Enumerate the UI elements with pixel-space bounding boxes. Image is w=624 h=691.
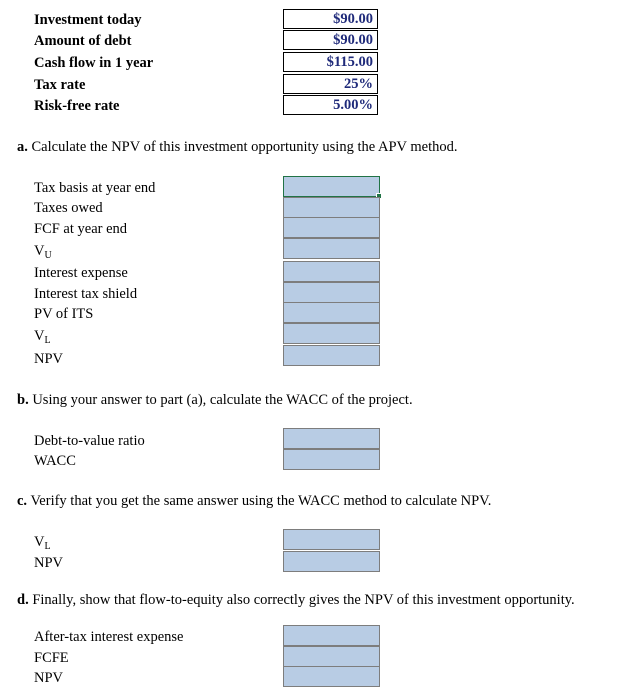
input-value-investment-today[interactable]: $90.00 xyxy=(283,9,378,29)
label-npv-c: NPV xyxy=(34,555,64,571)
question-c xyxy=(17,492,491,510)
question-a xyxy=(17,138,457,156)
cell-npv-d[interactable] xyxy=(283,666,380,687)
question-b-text: Using your answer to part (a), calculate the WACC of the project. xyxy=(32,392,413,408)
question-d-text: Finally, show that flow-to-equity also correctly gives the NPV of this investment opportunity. xyxy=(32,592,575,608)
cell-npv-a[interactable] xyxy=(283,345,380,366)
cell-vl-c[interactable] xyxy=(283,529,380,550)
cell-vu[interactable] xyxy=(283,238,380,259)
question-c-text: Verify that you get the same answer using the WACC method to calculate NPV. xyxy=(30,493,492,509)
label-fcf: FCF at year end xyxy=(34,221,128,237)
cell-debt-to-value[interactable] xyxy=(283,428,380,449)
label-vl xyxy=(34,327,51,350)
label-vu-sub: U xyxy=(44,250,52,261)
question-a-text: Calculate the NPV of this investment opportunity using the APV method. xyxy=(31,139,458,155)
label-npv-d: NPV xyxy=(34,670,64,686)
input-label-tax-rate: Tax rate xyxy=(34,77,86,93)
input-label-cash-flow: Cash flow in 1 year xyxy=(34,55,154,71)
cell-npv-c[interactable] xyxy=(283,551,380,572)
question-d xyxy=(17,591,575,609)
input-label-risk-free-rate: Risk-free rate xyxy=(34,98,120,114)
cell-tax-basis[interactable] xyxy=(283,176,380,197)
label-debt-to-value: Debt-to-value ratio xyxy=(34,433,145,449)
cell-fcf[interactable] xyxy=(283,217,380,238)
question-a-letter: a. xyxy=(17,139,28,155)
label-vu-main: V xyxy=(34,243,45,259)
label-interest-tax-shield: Interest tax shield xyxy=(34,286,138,302)
label-pv-its: PV of ITS xyxy=(34,306,94,322)
question-b xyxy=(17,391,413,409)
label-wacc: WACC xyxy=(34,453,76,469)
label-taxes-owed: Taxes owed xyxy=(34,200,103,216)
label-tax-basis: Tax basis at year end xyxy=(34,180,156,196)
input-label-investment-today: Investment today xyxy=(34,12,142,28)
cell-after-tax-interest[interactable] xyxy=(283,625,380,646)
label-vl-c-main: V xyxy=(34,534,45,550)
label-vu xyxy=(34,242,52,265)
label-vl-sub: L xyxy=(44,335,51,346)
label-npv-a: NPV xyxy=(34,351,64,367)
label-vl-c xyxy=(34,533,51,556)
input-value-tax-rate[interactable]: 25% xyxy=(283,74,378,94)
label-fcfe: FCFE xyxy=(34,650,69,666)
label-after-tax-interest: After-tax interest expense xyxy=(34,629,184,645)
cell-interest-tax-shield[interactable] xyxy=(283,282,380,303)
input-label-amount-of-debt: Amount of debt xyxy=(34,33,132,49)
input-value-risk-free-rate[interactable]: 5.00% xyxy=(283,95,378,115)
label-vl-main: V xyxy=(34,328,45,344)
cell-pv-its[interactable] xyxy=(283,302,380,323)
input-value-cash-flow[interactable]: $115.00 xyxy=(283,52,378,72)
label-interest-expense: Interest expense xyxy=(34,265,128,281)
input-value-amount-of-debt[interactable]: $90.00 xyxy=(283,30,378,50)
cell-fcfe[interactable] xyxy=(283,646,380,667)
question-c-letter: c. xyxy=(17,493,28,509)
question-b-letter: b. xyxy=(17,392,29,408)
cell-wacc[interactable] xyxy=(283,449,380,470)
cell-interest-expense[interactable] xyxy=(283,261,380,282)
cell-taxes-owed[interactable] xyxy=(283,197,380,218)
question-d-letter: d. xyxy=(17,592,29,608)
label-vl-c-sub: L xyxy=(44,541,51,552)
cell-vl[interactable] xyxy=(283,323,380,344)
